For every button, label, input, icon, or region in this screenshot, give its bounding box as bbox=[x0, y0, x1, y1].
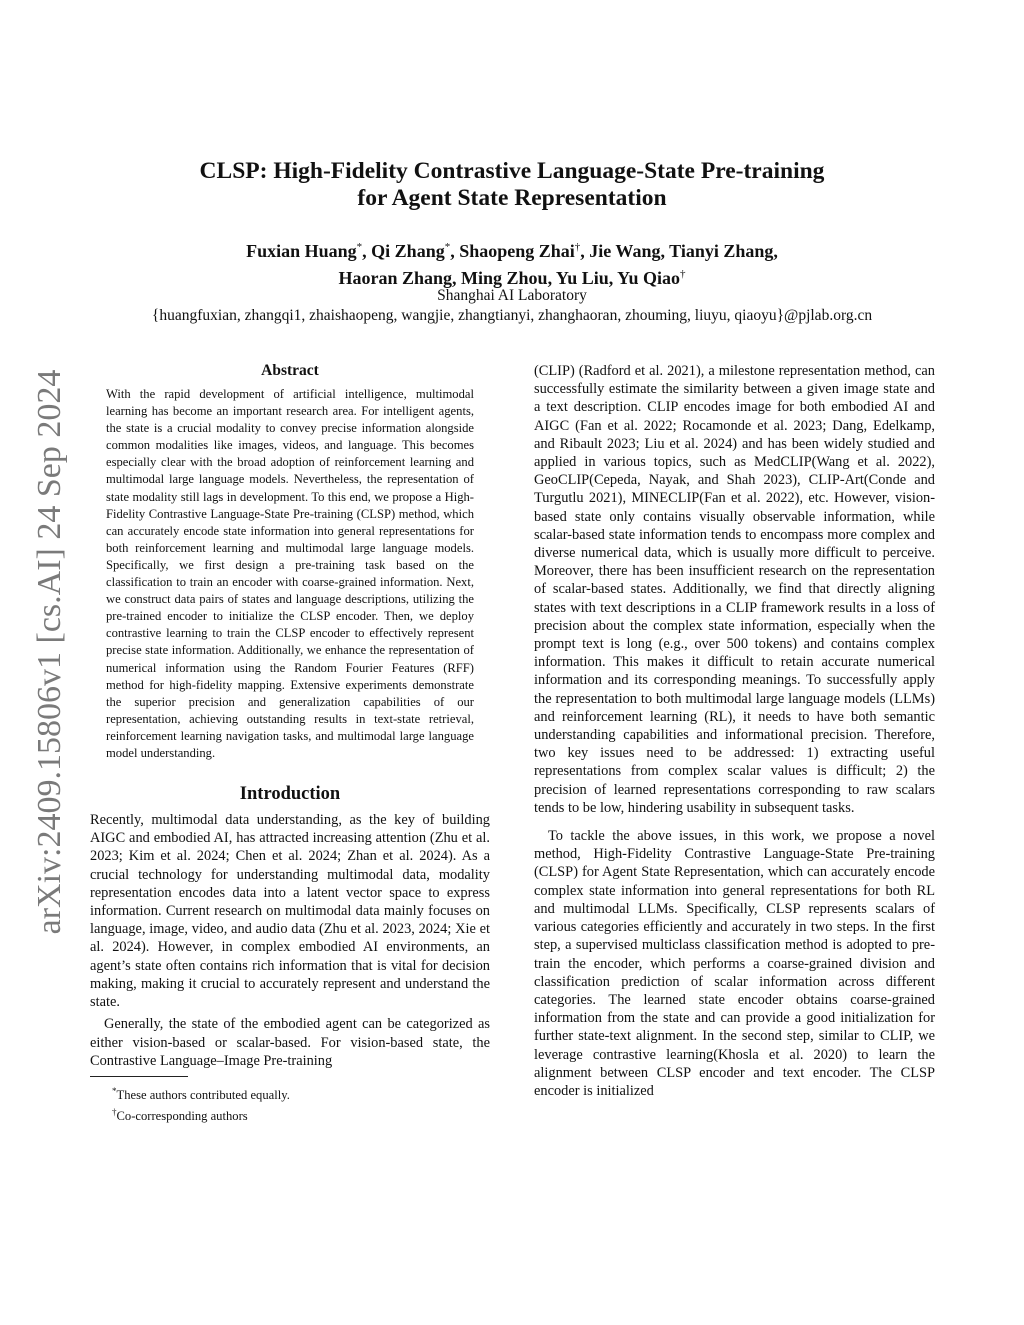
author-list bbox=[0, 236, 1024, 290]
title-line-2: for Agent State Representation bbox=[357, 185, 667, 211]
footnote-corresponding: †Co-corresponding authors bbox=[112, 1107, 248, 1124]
author-mark: * bbox=[356, 241, 363, 253]
abstract-heading: Abstract bbox=[261, 362, 319, 379]
author-mark: † bbox=[574, 241, 581, 253]
author-mark: † bbox=[679, 268, 686, 280]
author-name: Yu Qiao bbox=[617, 268, 680, 288]
author-emails: {huangfuxian, zhangqi1, zhaishaopeng, wangjie, zhangtianyi, zhanghaoran, zhouming, liuyu, qiaoyu}@pjlab.org.cn bbox=[151, 307, 873, 324]
authors-line-1: Fuxian Huang*, Qi Zhang*, Shaopeng Zhai†, Jie Wang, Tianyi Zhang, bbox=[246, 241, 778, 261]
intro-paragraph-2-continued: (CLIP) (Radford et al. 2021), a milestone representation method, can successfully estimate the similarity between a given image state and a text description. CLIP encodes image for both embodied AI and AIGC (Fan et al. 2022; Rocamonde et al. 2023; Dang, Edelkamp, and Ribault 2023; Liu et al. 2024) and has been widely studied and applied in various topics, such as MedCLIP(Wang et al. 2022), GeoCLIP(Cepeda, Nayak, and Shah 2023), CLIP-Art(Conde and Turgutlu 2021), MINECLIP(Fan et al. 2022), etc. However, vision-based state only contains visually observable information, while scalar-based state information tends to encompass more complex and diverse numerical data, which is usually more difficult to perceive. Moreover, there has been insufficient research on the representation of scalar-based states. Additionally, we find that directly aligning states with text descriptions in a CLIP framework results in a loss of precision about the complex state information, especially when the prompt text is long (e.g., over 500 tokens) and contains complex information. This makes it difficult to retain accurate numerical information and its corresponding meanings. To successfully apply the representation to both multimodal large language models (LLMs) and reinforcement learning (RL), it needs to have both semantic understanding capabilities and informational precision. Therefore, two key issues need to be addressed: 1) extracting useful representations from complex scalar values is difficult; 2) the precision of learned representations corresponding to raw scalars tends to be low, hindering usability in subsequent tasks. bbox=[534, 363, 935, 816]
intro-paragraph-2: Generally, the state of the embodied agent can be categorized as either vision-based or scalar-based. For vision-based state, the Contrastive Language–Image Pre-training bbox=[90, 1016, 490, 1069]
footnote-divider bbox=[90, 1076, 188, 1077]
author-name: Jie Wang bbox=[589, 241, 661, 261]
abstract-text: With the rapid development of artificial intelligence, multimodal learning has become an important research area. For intelligent agents, the state is a crucial modality to convey precise information alongside common modalities like images, videos, and language. This becomes especially clear with the broad adoption of reinforcement learning and multimodal large language models. Nevertheless, the representation of state modality still lags in development. To this end, we propose a High-Fidelity Contrastive Language-State Pre-training (CLSP) method, which can accurately encode state information into general representations for both reinforcement learning and multimodal large language models. Specifically, we first design a pre-training task based on the classification to train an encoder with coarse-grained information. Next, we construct data pairs of states and language descriptions, utilizing the pre-trained encoder to initialize the CLSP encoder. Then, we deploy contrastive learning to train the CLSP encoder to effectively represent precise state information. Additionally, we enhance the representation of numerical information using the Random Fourier Features (RFF) method for high-fidelity mapping. Extensive experiments demonstrate the superior precision and generalization capabilities of our representation, achieving outstanding results in text-state retrieval, reinforcement learning navigation tasks, and multimodal large language model understanding. bbox=[106, 387, 474, 760]
affiliation-block bbox=[0, 286, 1024, 326]
introduction-heading: Introduction bbox=[239, 784, 341, 805]
author-name: Yu Liu bbox=[555, 268, 609, 288]
author-name: Haoran Zhang bbox=[338, 268, 453, 288]
left-column bbox=[90, 362, 490, 1125]
right-column bbox=[534, 362, 935, 1100]
author-name: Qi Zhang bbox=[371, 241, 445, 261]
author-name: Shaopeng Zhai bbox=[459, 241, 575, 261]
title-line-1: CLSP: High-Fidelity Contrastive Language-State Pre-training bbox=[199, 158, 825, 184]
intro-paragraph-3: To tackle the above issues, in this work, we propose a novel method, High-Fidelity Contrastive Language-State Pre-training (CLSP) for Agent State Representation, which can accurately encode complex state information into general representations for both RL and multimodal LLMs. Specifically, CLSP represents scalars of various categories efficiently and accurately in two steps. In the first step, a supervised multiclass classification method is adopted to pre-train the encoder, which performs a coarse-grained division and classification prediction of scalar information across different categories. The learned state encoder obtains coarse-grained information from the state and can provide a good initialization for further state-text alignment. In the second step, similar to CLIP, we leverage contrastive learning(Khosla et al. 2020) to learn the alignment between CLSP encoder and text encoder. The CLSP encoder is initialized bbox=[534, 828, 935, 1099]
authors-line-2: Haoran Zhang, Ming Zhou, Yu Liu, Yu Qiao† bbox=[338, 268, 686, 288]
affiliation: Shanghai AI Laboratory bbox=[437, 287, 587, 304]
paper-title bbox=[0, 158, 1024, 212]
author-name: Ming Zhou bbox=[461, 268, 548, 288]
author-name: Fuxian Huang bbox=[246, 241, 357, 261]
author-name: Tianyi Zhang bbox=[669, 241, 774, 261]
arxiv-identifier: arXiv:2409.15806v1 [cs.AI] 24 Sep 2024 bbox=[31, 369, 68, 935]
footnote-equal-contribution: *These authors contributed equally. bbox=[112, 1085, 290, 1103]
author-mark: * bbox=[444, 241, 451, 253]
intro-paragraph-1: Recently, multimodal data understanding, as the key of building AIGC and embodied AI, has attracted increasing attention (Zhu et al. 2023; Kim et al. 2024; Chen et al. 2024; Zhan et al. 2024). As a crucial technology for understanding multimodal data, modality representation encodes data into a latent vector space to express information. Current research on multimodal data mainly focuses on language, image, video, and audio data (Zhu et al. 2023, 2024; Xie et al. 2024). However, in complex embodied AI environments, an agent’s state often contains rich information that is vital for decision making, making it crucial to accurately represent and understand the state. bbox=[90, 812, 490, 1011]
